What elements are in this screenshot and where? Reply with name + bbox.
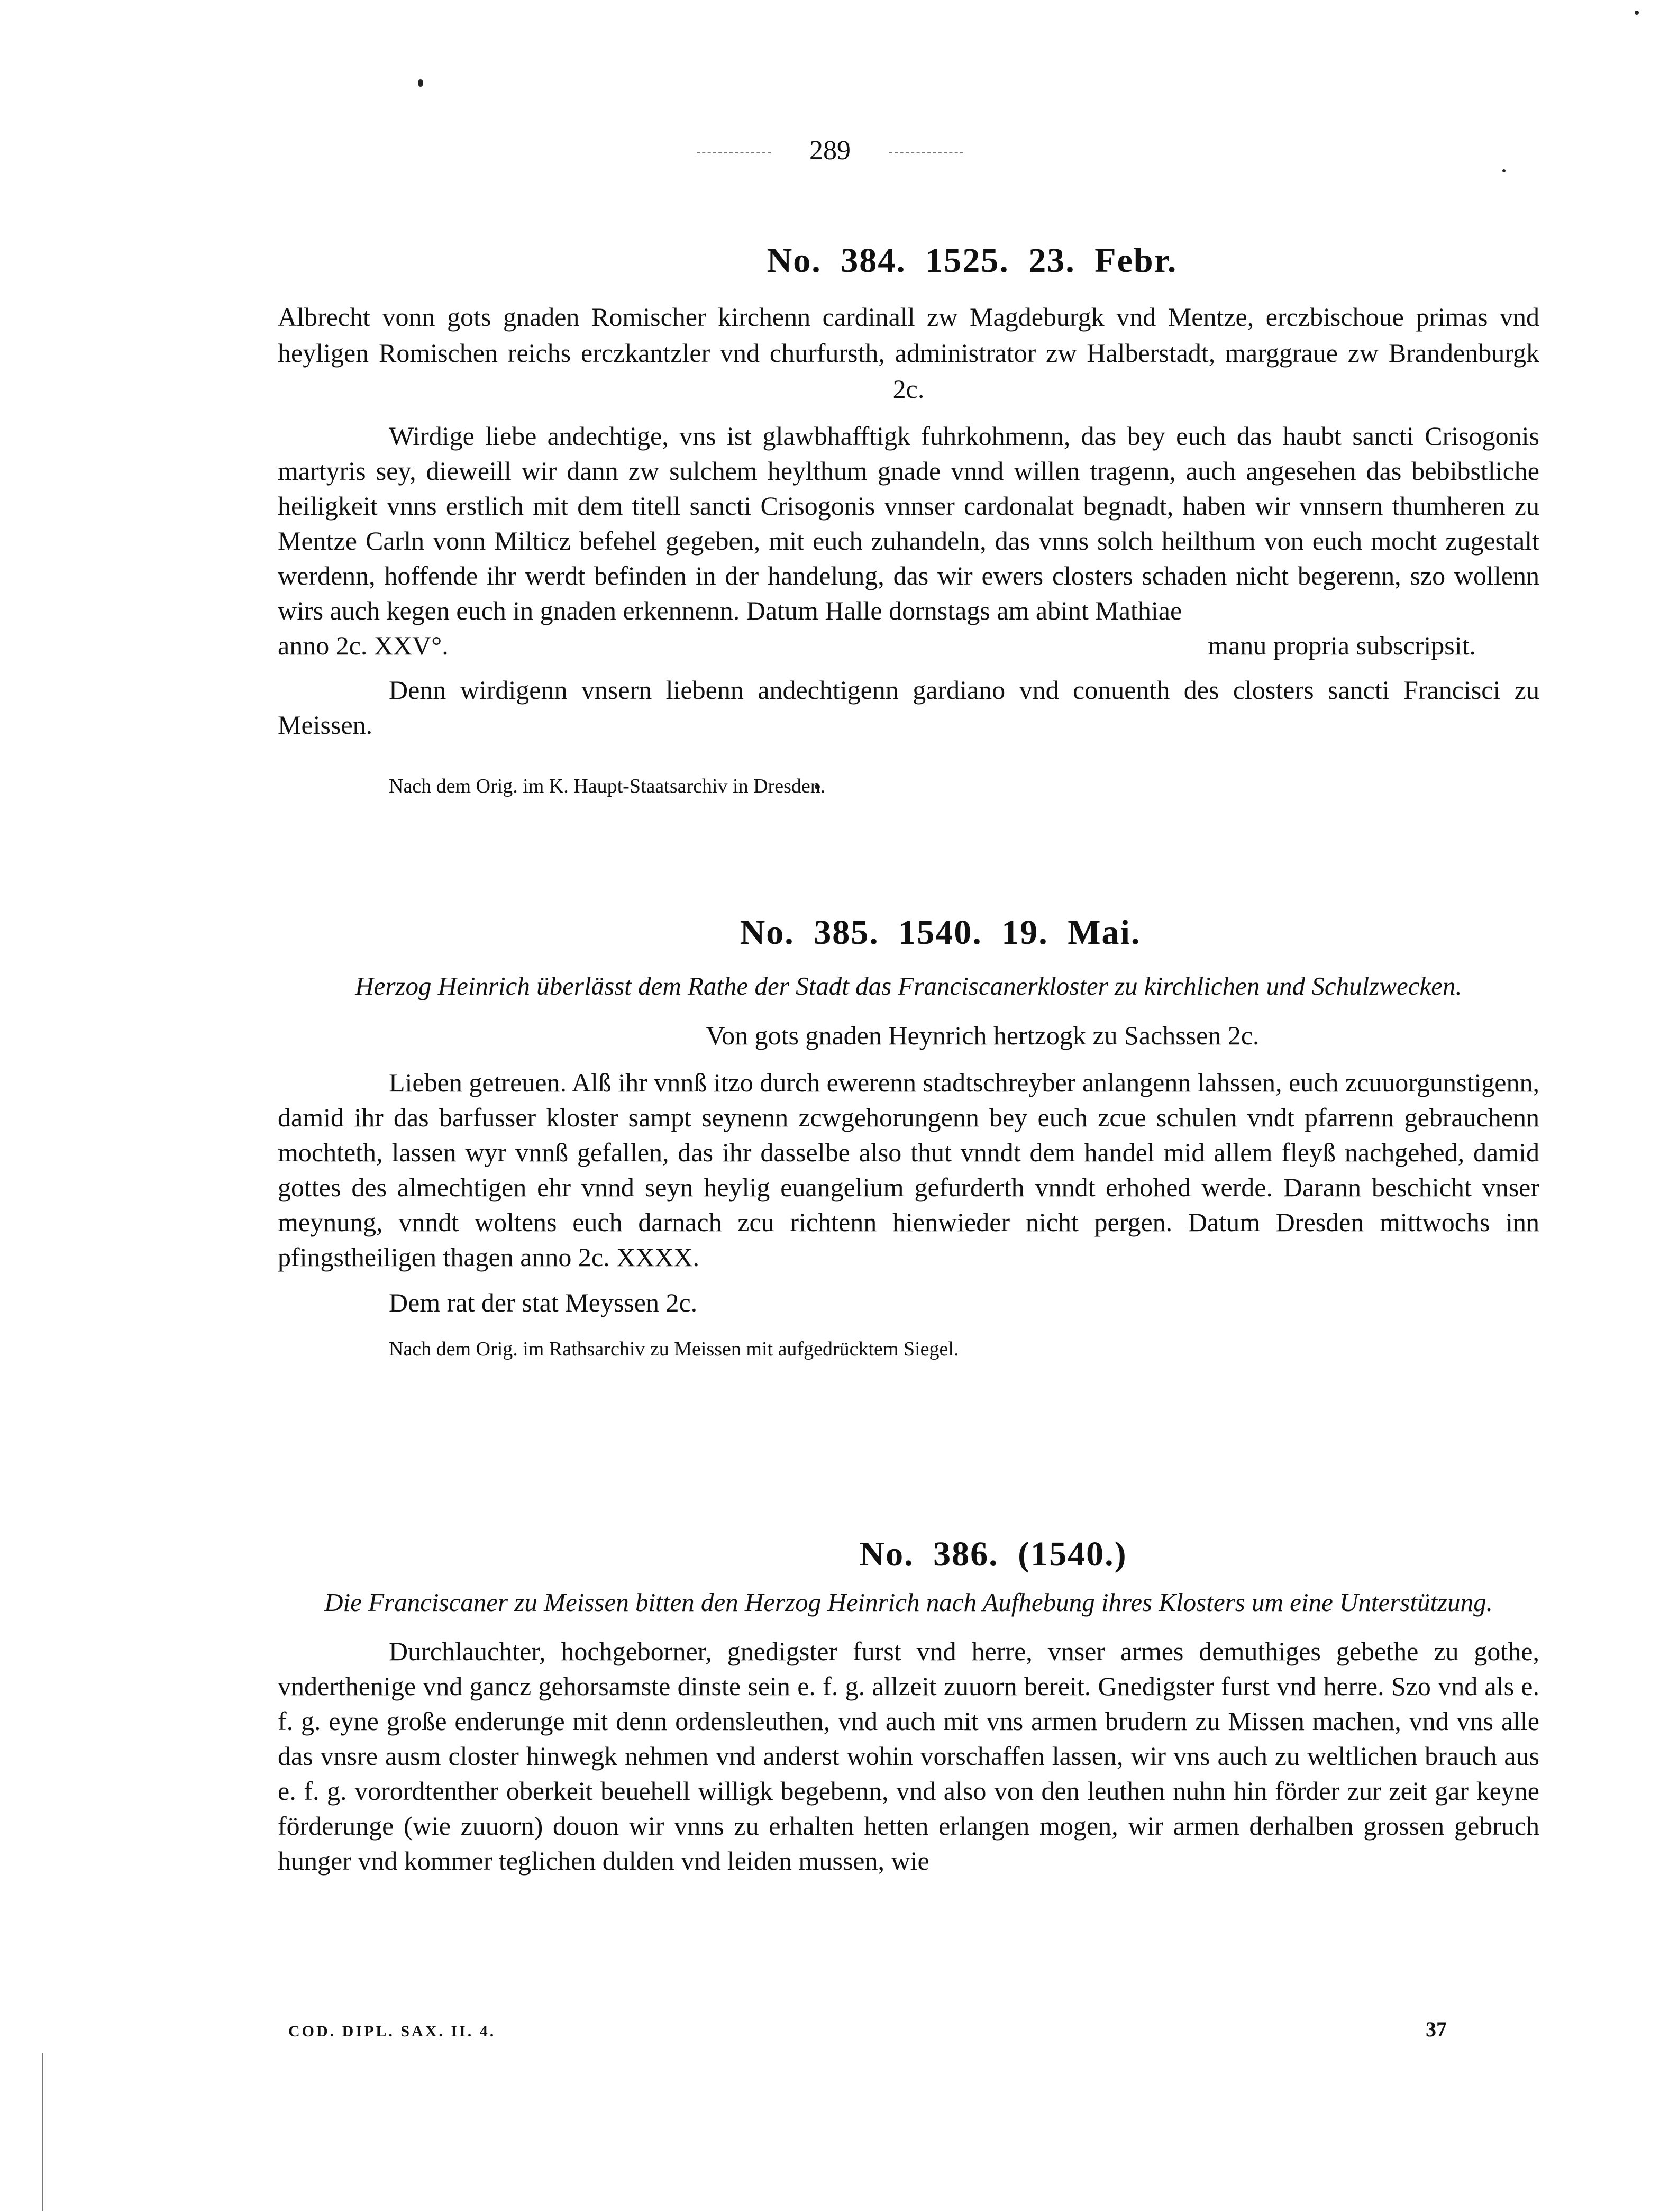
ink-speck <box>1502 169 1506 172</box>
document-385 <box>278 913 1539 1362</box>
ink-speck <box>418 79 423 87</box>
document-384 <box>278 241 1539 799</box>
page-number: 289 <box>809 135 851 166</box>
doc-384-source-note: Nach dem Orig. im K. Haupt-Staatsarchiv in Dresden. <box>389 775 826 797</box>
doc-386-heading: No. 386. (1540.) <box>859 1535 1127 1573</box>
header-rule-right <box>889 152 963 153</box>
page-header <box>0 135 1660 166</box>
doc-385-title: Von gots gnaden Heynrich hertzogk zu Sachssen 2c. <box>706 1021 1260 1050</box>
sheet-number: 37 <box>1426 2017 1447 2041</box>
doc-385-body: Lieben getreuen. Alß ihr vnnß itzo durch ewerenn stadtschreyber anlangenn lahssen, euch zcuuorgunstigenn, damid ihr das barfusser kloster sampt seynenn zcwgehorungenn bey euch zcue schulen vndt pfarrenn gebrauchenn mochteth, lassen wyr vnnß gefallen, das ihr dasselbe also thut vnndt dem handel mid allem fleyß nachgehed, damid gottes des almechtigen ehr vnnd seyn heylig euangelium gefurderth vnndt erhohed werde. Darann beschicht vnser meynung, vnndt woltens euch darnach zcu richtenn hienwieder nicht pergen. Datum Dresden mittwochs inn pfingstheiligen thagen anno 2c. XXXX. <box>278 1068 1539 1272</box>
header-rule-left <box>697 152 771 153</box>
doc-385-summary: Herzog Heinrich überlässt dem Rathe der Stadt das Franciscanerkloster zu kirchlichen und Schulzwecken. <box>355 971 1462 1000</box>
ink-speck <box>1635 11 1639 15</box>
doc-385-source-note: Nach dem Orig. im Rathsarchiv zu Meissen mit aufgedrücktem Siegel. <box>389 1338 959 1360</box>
scan-edge-line <box>42 2053 43 2211</box>
document-386 <box>278 1534 1539 1878</box>
doc-385-heading: No. 385. 1540. 19. Mai. <box>740 913 1141 952</box>
page-footer <box>288 2017 1447 2042</box>
doc-385-address: Dem rat der stat Meyssen 2c. <box>389 1288 698 1317</box>
doc-384-date: anno 2c. XXV°. <box>278 631 449 660</box>
signature-mark: COD. DIPL. SAX. II. 4. <box>288 2023 496 2040</box>
doc-384-address: Denn wirdigenn vnsern liebenn andechtigenn gardiano vnd conuenth des closters sancti Francisci zu Meissen. <box>278 675 1539 740</box>
doc-386-body: Durchlauchter, hochgeborner, gnedigster furst vnd herre, vnser armes demuthiges gebethe zu gothe, vnderthenige vnd gancz gehorsamste dinste sein e. f. g. allzeit zuuorn bereit. Gnedigster furst vnd herre. Szo vnd als e. f. g. eyne große enderunge mit denn ordensleuthen, vnd auch mit vns armen brudern zu Missen machen, vnd vns alle das vnsre ausm closter hinwegk nehmen vnd anderst wohin vorschaffen lassen, wir vns auch zu weltlichen brauch aus e. f. g. vorordtenther oberkeit beuehell willigk begebenn, vnd also von den leuthen nuhn hin förder zur zeit gar keyne förderunge (wie zuuorn) douon wir vnns zu erhalten hetten erlangen mogen, wir armen derhalben grossen gebruch hunger vnd kommer teglichen dulden vnd leiden mussen, wie <box>278 1636 1539 1876</box>
doc-386-summary: Die Franciscaner zu Meissen bitten den Herzog Heinrich nach Aufhebung ihres Klosters um eine Unterstützung. <box>324 1588 1493 1617</box>
doc-384-dateline <box>278 628 1539 663</box>
doc-384-heading: No. 384. 1525. 23. Febr. <box>767 241 1178 280</box>
doc-384-body: Wirdige liebe andechtige, vns ist glawbhafftigk fuhrkohmenn, das bey euch das haubt sancti Crisogonis martyris sey, dieweill wir dann zw sulchem heylthum gnade vnnd willen tragenn, auch angesehen das bebibstliche heiligkeit vnns erstlich mit dem titell sancti Crisogonis vnnser cardonalat begnadt, haben wir vnnsern thumheren zu Mentze Carln vonn Milticz befehel gegeben, mit euch zuhandeln, das vnns solch heilthum von euch mocht zugestalt werdenn, hoffende ihr werdt befinden in der handelung, das wir ewers closters schaden nicht begerenn, szo wollenn wirs auch kegen euch in gnaden erkennenn. Datum Halle dornstags am abint Mathiae <box>278 421 1539 625</box>
doc-384-title: Albrecht vonn gots gnaden Romischer kirchenn cardinall zw Magdeburgk vnd Mentze, erczbischoue primas vnd heyligen Romischen reichs erczkantzler vnd churfursth, administrator zw Halberstadt, marggraue zw Brandenburgk 2c. <box>278 302 1539 404</box>
doc-384-subscription: manu propria subscripsit. <box>1208 631 1476 660</box>
